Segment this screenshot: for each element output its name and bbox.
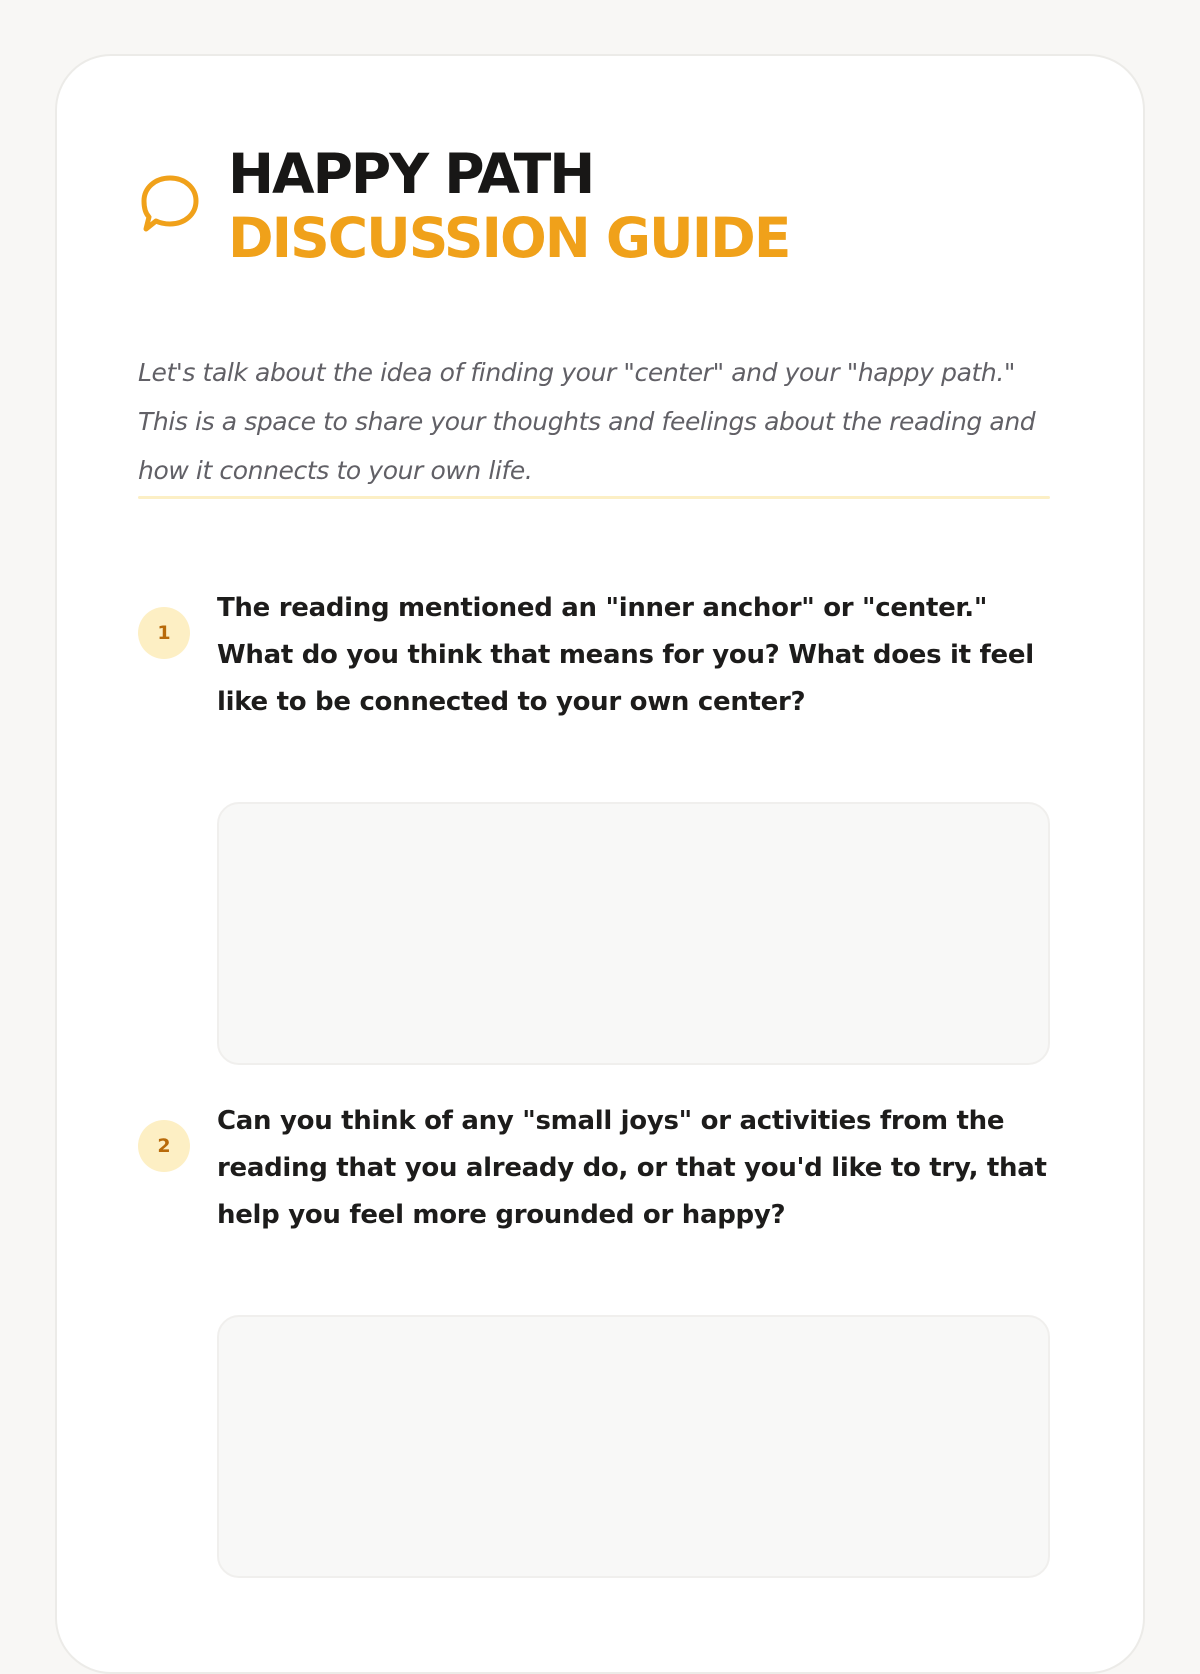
question-text: Can you think of any "small joys" or activities from the reading that you already do, or that you'd like to try, that help you feel more grounded or happy? <box>217 1106 1047 1230</box>
answer-field-2[interactable] <box>217 1315 1050 1578</box>
page-title <box>228 142 789 270</box>
discussion-card <box>55 54 1145 1674</box>
title-line-2: DISCUSSION GUIDE <box>228 206 790 270</box>
question-text: The reading mentioned an "inner anchor" or "center." What do you think that means for you? What does it feel like to be connected to your own center? <box>217 593 1034 717</box>
question-number-badge: 2 <box>138 1120 190 1172</box>
chat-bubble-icon <box>138 172 202 236</box>
guide-header <box>138 142 789 270</box>
title-line-1: HAPPY PATH <box>228 142 594 206</box>
question-number-badge: 1 <box>138 607 190 659</box>
answer-field-1[interactable] <box>217 802 1050 1065</box>
section-divider <box>138 496 1050 499</box>
intro-text: Let's talk about the idea of finding your "center" and your "happy path." This is a space to share your thoughts and feelings about the reading and how it connects to your own life. <box>138 358 1036 485</box>
